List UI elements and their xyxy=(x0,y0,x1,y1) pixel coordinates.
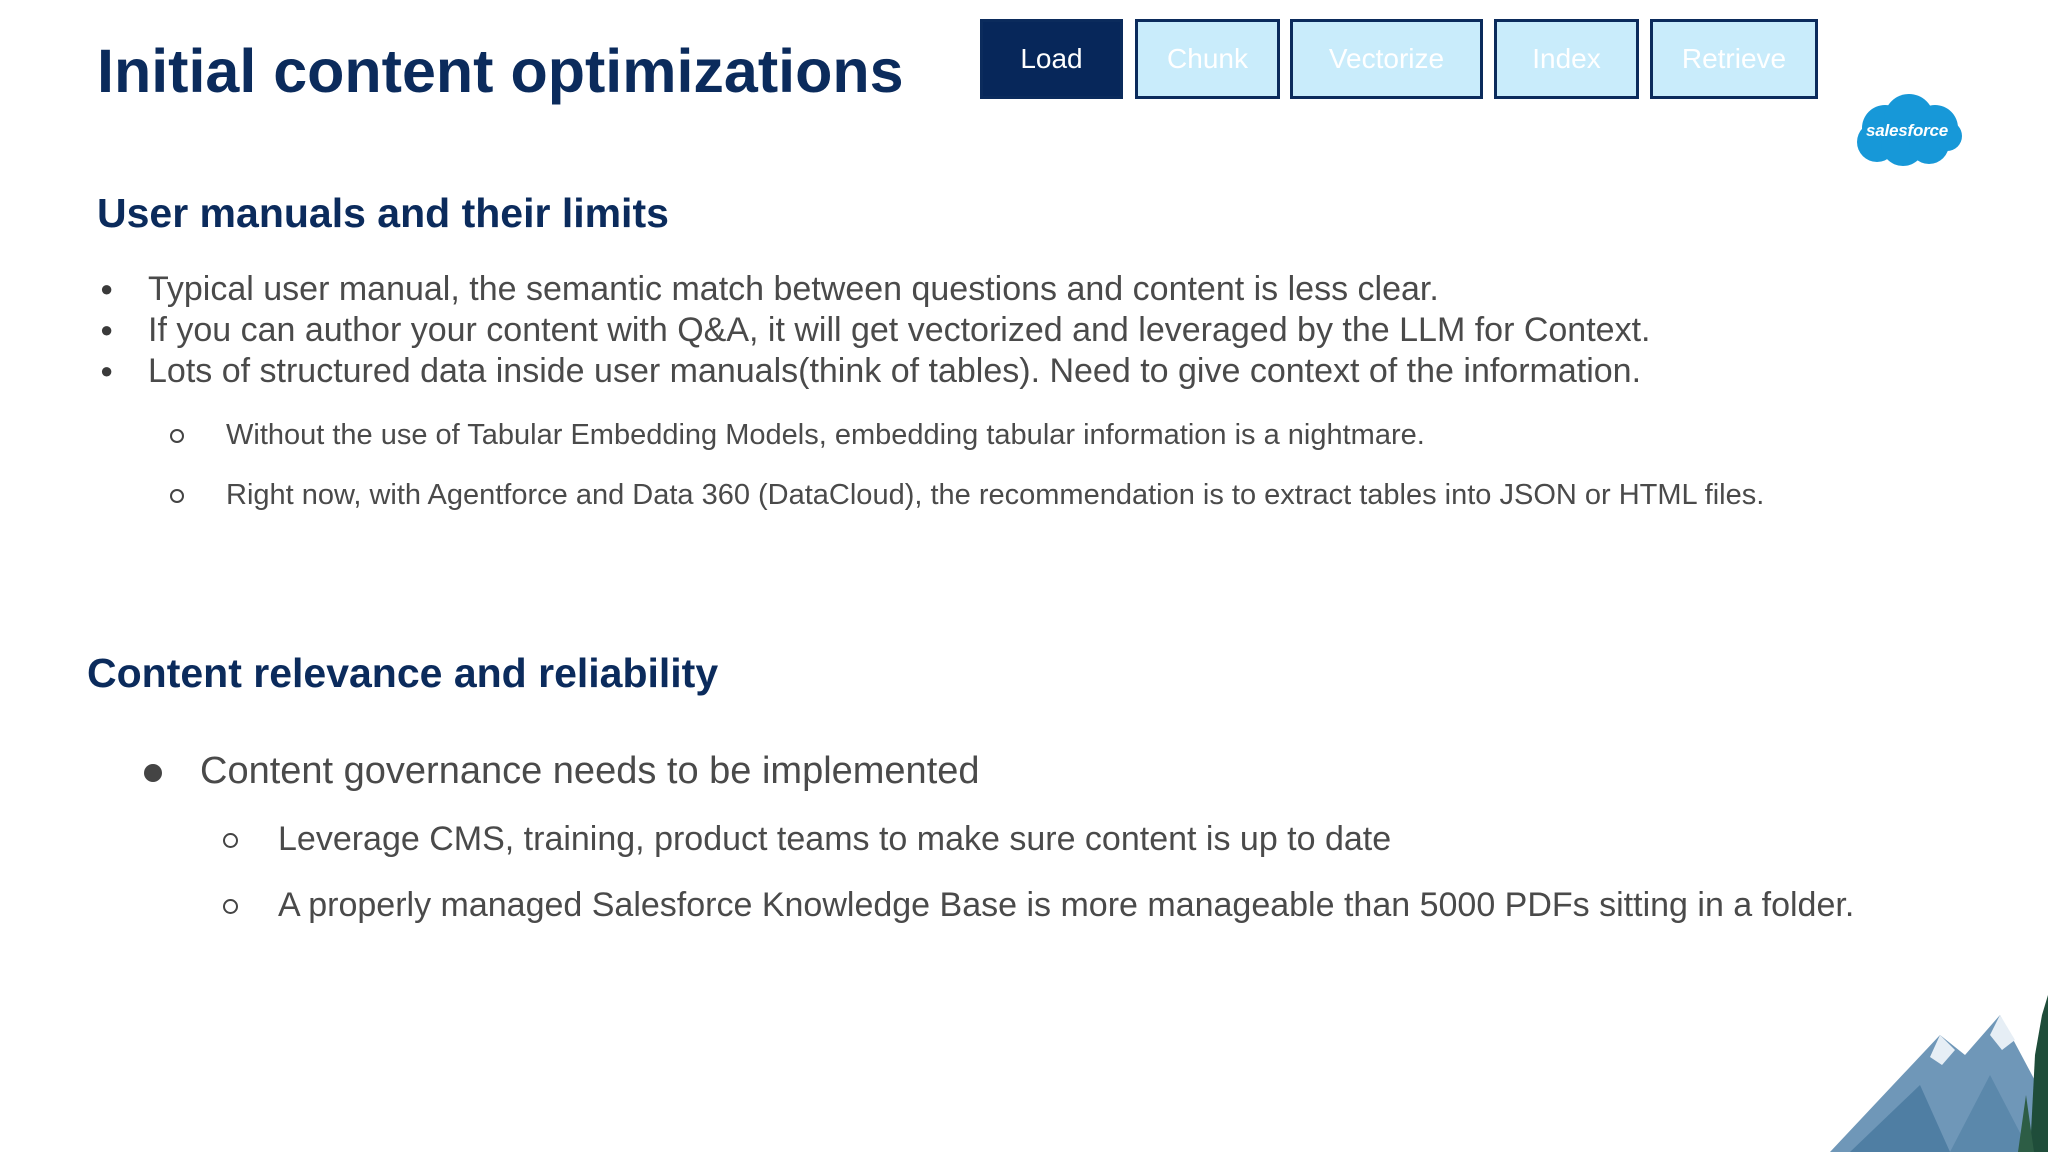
bullet-text: Typical user manual, the semantic match between questions and content is less clear. xyxy=(148,270,1439,308)
sub-bullet-text: A properly managed Salesforce Knowledge Base is more manageable than 5000 PDFs sitting in a folder. xyxy=(278,886,1855,924)
bullet-dot-icon xyxy=(144,764,162,782)
sub-bullet-knowledge-base xyxy=(278,886,1854,925)
sub-bullet-cms xyxy=(278,820,1391,859)
section-heading-user-manuals: User manuals and their limits xyxy=(97,190,669,236)
bullet-dot-icon: ● xyxy=(100,276,114,301)
logo-text: salesforce xyxy=(1865,121,1949,140)
mountain-illustration xyxy=(1830,995,2048,1152)
step-chunk: Chunk xyxy=(1135,19,1280,99)
bullet-3 xyxy=(100,352,1642,391)
sub-bullet-2 xyxy=(226,479,1764,512)
hollow-circle-icon xyxy=(170,429,184,443)
bullet-dot-icon: ● xyxy=(100,317,114,342)
bullet-1 xyxy=(100,270,1439,309)
hollow-circle-icon xyxy=(170,489,184,503)
section-heading-content-relevance: Content relevance and reliability xyxy=(87,650,719,696)
sub-bullet-text: Right now, with Agentforce and Data 360 (DataCloud), the recommendation is to extract tables into JSON or HTML files. xyxy=(226,479,1765,511)
bullet-governance xyxy=(200,750,980,793)
hollow-circle-icon xyxy=(223,833,238,848)
sub-bullet-text: Leverage CMS, training, product teams to make sure content is up to date xyxy=(278,820,1392,858)
bullet-dot-icon: ● xyxy=(100,358,114,383)
bullet-text: Content governance needs to be implemented xyxy=(200,750,980,792)
step-index: Index xyxy=(1494,19,1639,99)
slide-title: Initial content optimizations xyxy=(97,37,904,105)
sub-bullet-1 xyxy=(226,419,1425,452)
step-vectorize: Vectorize xyxy=(1290,19,1483,99)
step-retrieve: Retrieve xyxy=(1650,19,1818,99)
hollow-circle-icon xyxy=(223,899,238,914)
bullet-2 xyxy=(100,311,1651,350)
step-load: Load xyxy=(980,19,1123,99)
sub-bullet-text: Without the use of Tabular Embedding Models, embedding tabular information is a nightmare. xyxy=(226,419,1425,451)
bullet-text: If you can author your content with Q&A, it will get vectorized and leveraged by the LLM for Context. xyxy=(148,311,1651,349)
bullet-text: Lots of structured data inside user manuals(think of tables). Need to give context of the information. xyxy=(148,352,1642,390)
salesforce-logo xyxy=(1851,92,1963,170)
